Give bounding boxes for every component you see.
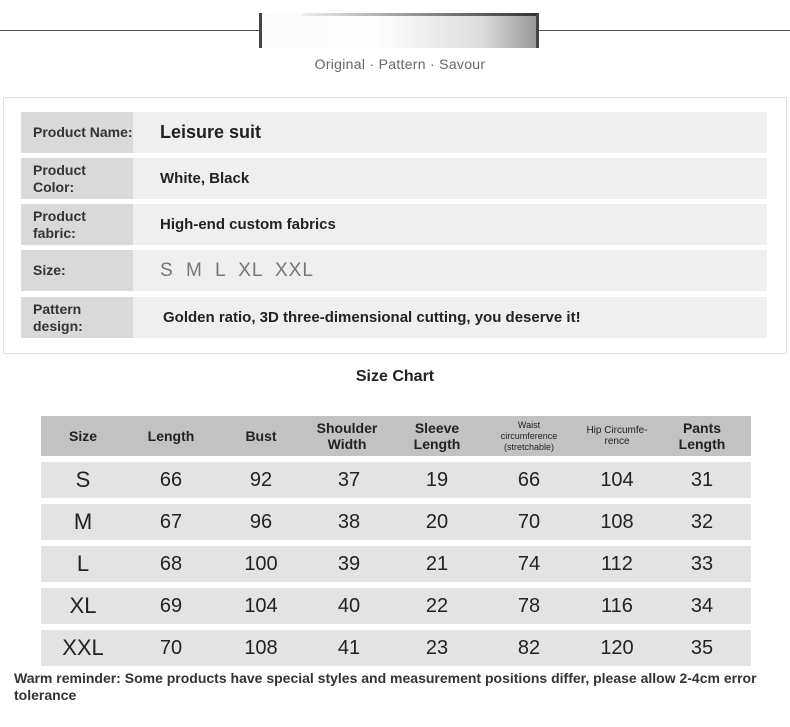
value-cell: 104 xyxy=(600,468,634,491)
value-cell: 66 xyxy=(159,468,183,491)
header-cell: Pants Length xyxy=(678,420,726,452)
size-chart-title: Size Chart xyxy=(355,368,435,385)
info-value: S M L XL XXL xyxy=(160,259,314,281)
value-cell: 23 xyxy=(425,636,449,659)
info-value: Golden ratio, 3D three-dimensional cutting, you deserve it! xyxy=(163,309,581,326)
value-cell: 112 xyxy=(601,552,633,575)
info-label: Product Color: xyxy=(21,158,133,199)
header-cell: Waist circumference (stretchable) xyxy=(500,419,558,452)
value-cell: 69 xyxy=(159,594,183,617)
size-chart-row xyxy=(41,462,751,498)
value-cell: 33 xyxy=(690,552,714,575)
info-label: Pattern design: xyxy=(21,297,133,338)
value-cell: 37 xyxy=(337,468,361,491)
value-cell: 38 xyxy=(337,510,361,533)
size-cell: M xyxy=(73,509,93,534)
header-cell: Size xyxy=(68,428,97,444)
info-row-fabric xyxy=(21,204,767,245)
value-cell: 66 xyxy=(517,468,541,491)
size-chart-header xyxy=(41,416,751,456)
header-cell: Shoulder Width xyxy=(316,420,378,452)
size-cell: S xyxy=(75,467,91,492)
value-cell: 92 xyxy=(249,468,273,491)
header-cell: Bust xyxy=(245,428,277,444)
value-cell: 20 xyxy=(425,510,449,533)
size-cell: L xyxy=(76,551,90,576)
header-banner xyxy=(259,13,539,48)
value-cell: 70 xyxy=(517,510,541,533)
value-cell: 96 xyxy=(249,510,273,533)
info-label: Product Name: xyxy=(21,112,133,153)
size-cell: XL xyxy=(69,593,97,618)
info-value: White, Black xyxy=(160,170,250,187)
header-rule-right xyxy=(539,30,790,31)
value-cell: 104 xyxy=(244,594,278,617)
value-cell: 19 xyxy=(425,468,449,491)
value-cell: 40 xyxy=(337,594,361,617)
value-cell: 32 xyxy=(690,510,714,533)
value-cell: 21 xyxy=(425,552,449,575)
value-cell: 120 xyxy=(600,636,634,659)
value-cell: 67 xyxy=(159,510,183,533)
value-cell: 108 xyxy=(244,636,278,659)
value-cell: 70 xyxy=(159,636,183,659)
info-row-pattern xyxy=(21,297,767,338)
size-chart-row xyxy=(41,546,751,582)
size-chart-row xyxy=(41,630,751,666)
value-cell: 74 xyxy=(517,552,541,575)
info-row-size xyxy=(21,250,767,291)
size-cell: XXL xyxy=(62,635,104,660)
tagline: Original · Pattern · Savour xyxy=(314,56,486,72)
info-label: Size: xyxy=(21,250,133,291)
info-label: Product fabric: xyxy=(21,204,133,245)
info-row-color xyxy=(21,158,767,199)
warm-reminder: Warm reminder: Some products have special styles and measurement positions differ, please allow 2-4cm error tolerance xyxy=(14,670,757,703)
value-cell: 108 xyxy=(600,510,634,533)
value-cell: 31 xyxy=(690,468,714,491)
value-cell: 34 xyxy=(690,594,714,617)
info-value: High-end custom fabrics xyxy=(160,216,336,233)
header-rule-left xyxy=(0,30,259,31)
value-cell: 35 xyxy=(690,636,714,659)
value-cell: 39 xyxy=(337,552,361,575)
info-row-name xyxy=(21,112,767,153)
size-chart-row xyxy=(41,588,751,624)
value-cell: 22 xyxy=(425,594,449,617)
value-cell: 82 xyxy=(517,636,541,659)
info-value: Leisure suit xyxy=(160,122,262,142)
value-cell: 116 xyxy=(601,594,633,617)
value-cell: 41 xyxy=(337,636,361,659)
header-cell: Hip Circumfe-rence xyxy=(586,425,648,447)
value-cell: 100 xyxy=(244,552,278,575)
value-cell: 78 xyxy=(517,594,541,617)
value-cell: 68 xyxy=(159,552,183,575)
size-chart-row xyxy=(41,504,751,540)
header-cell: Sleeve Length xyxy=(413,420,461,452)
header-cell: Length xyxy=(147,428,195,444)
